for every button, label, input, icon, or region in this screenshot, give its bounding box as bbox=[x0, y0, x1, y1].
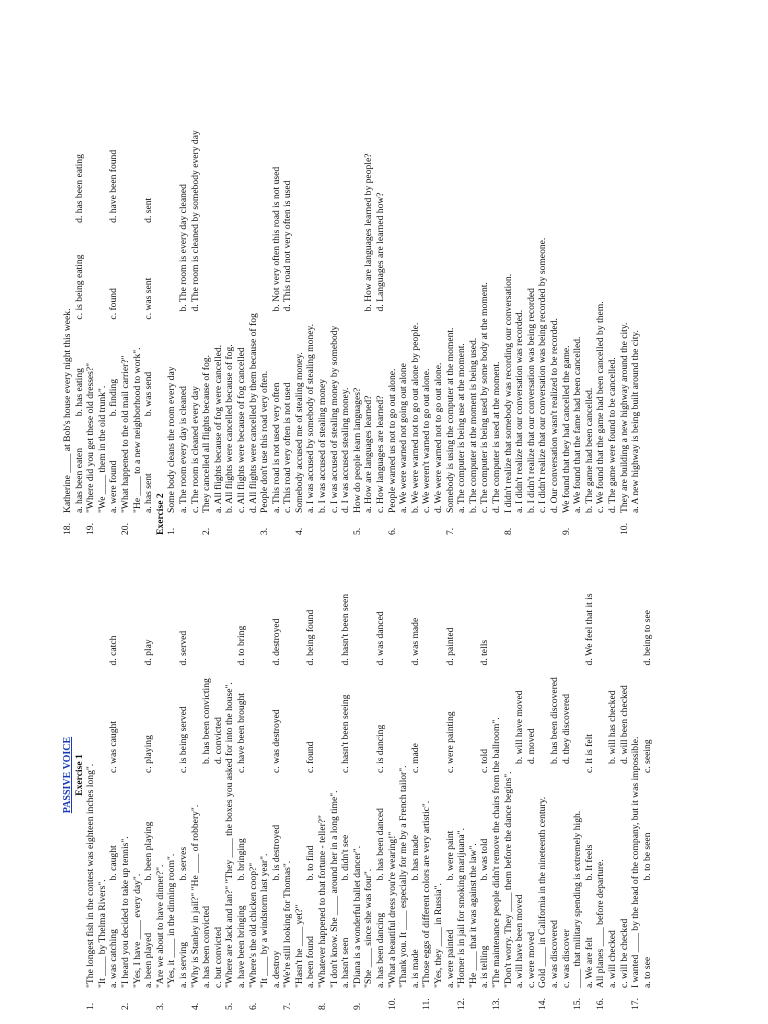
question-text: "Those eggs of different colors are very artistic". bbox=[421, 800, 433, 988]
question-number: 5. bbox=[224, 1002, 236, 1010]
question-text: How do people learn languages? bbox=[351, 387, 363, 513]
question-number: 9. bbox=[560, 527, 572, 535]
answer-options bbox=[642, 540, 654, 988]
answer-options bbox=[143, 540, 155, 988]
answer-option: a. The computer is being use at the moment. bbox=[456, 343, 468, 513]
question-text: They cancelled all flights because of fog. bbox=[201, 355, 213, 513]
answer-option: d. catch bbox=[108, 635, 120, 666]
answer-option: d. The room is cleaned by somebody every day bbox=[189, 130, 201, 312]
answer-option: d. I was accused stealing money. bbox=[340, 387, 352, 513]
question-item bbox=[190, 540, 225, 1010]
answer-option: d. We feel that it is bbox=[583, 593, 595, 666]
answer-option: b. been playing bbox=[143, 821, 155, 881]
answer-option: a. We were warned not going out alone bbox=[398, 363, 410, 513]
answer-option: d. have been found bbox=[108, 149, 120, 223]
answer-options bbox=[607, 540, 630, 988]
question-text: "Where's the old chicken coop?" bbox=[247, 862, 259, 988]
answer-option: b. is destroyed bbox=[270, 824, 282, 881]
exercise-2-list bbox=[166, 110, 641, 535]
question-text: People don't use this road very often. bbox=[259, 370, 271, 513]
answer-options bbox=[271, 540, 283, 988]
answer-options bbox=[630, 110, 642, 513]
answer-option: b. didn't see bbox=[340, 834, 352, 881]
answer-option: c. were painting bbox=[444, 711, 456, 773]
answer-options bbox=[398, 110, 444, 513]
answer-option: d. was danced bbox=[375, 611, 387, 666]
answer-option: c. was sent bbox=[143, 277, 155, 320]
answer-option: c. I was accused of stealing money by somebody bbox=[328, 325, 340, 513]
answer-option: d. being to see bbox=[641, 610, 653, 666]
answer-option: a. will have been moved bbox=[514, 894, 526, 988]
question-number: 2. bbox=[201, 527, 213, 535]
answer-option: a. We found that the fame had been cancelled. bbox=[572, 336, 584, 513]
question-item bbox=[595, 540, 630, 1010]
answer-option: c. was discover bbox=[560, 929, 572, 988]
question-number: 5. bbox=[351, 527, 363, 535]
answer-option: b. has made bbox=[409, 834, 421, 881]
question-number: 2. bbox=[119, 1002, 131, 1010]
answer-option: b. will have moved bbox=[514, 690, 526, 764]
answer-option: b. has been danced bbox=[375, 808, 387, 881]
question-item bbox=[456, 540, 491, 1010]
answer-option: a. How are languages learned? bbox=[363, 395, 375, 513]
answer-options bbox=[213, 110, 259, 513]
answer-options bbox=[340, 540, 352, 988]
answer-option: a. have been bringing bbox=[235, 905, 247, 988]
question-text: "Yes, they ____ in Russia". bbox=[433, 883, 444, 988]
answer-option: d. being found bbox=[305, 609, 317, 666]
question-item bbox=[572, 540, 595, 1010]
question-number: 10. bbox=[618, 523, 630, 535]
question-number: 19. bbox=[85, 523, 97, 535]
question-text: "It ____ by a windstorm last year". bbox=[259, 853, 271, 988]
question-item bbox=[445, 110, 503, 535]
question-item bbox=[62, 110, 85, 535]
question-text: People warned us not to go out alone. bbox=[386, 368, 398, 513]
answer-options bbox=[456, 110, 502, 513]
answer-options bbox=[108, 540, 120, 988]
answer-option: b. will has checked bbox=[606, 690, 618, 764]
question-text: "The maintenance people didn't remove the chairs from the ballroom". bbox=[490, 717, 502, 988]
answer-options bbox=[445, 540, 457, 988]
page-title: PASSIVE VOICE bbox=[62, 736, 73, 814]
question-item bbox=[85, 540, 120, 1010]
question-text: They are building a new highway around the city. bbox=[618, 322, 630, 513]
question-number: 8. bbox=[317, 1002, 329, 1010]
answer-option: a. is made bbox=[409, 949, 421, 988]
question-item bbox=[630, 540, 653, 1010]
answer-option: a. A new highway is being built around the city. bbox=[630, 330, 642, 513]
answer-option: b. has eating bbox=[73, 368, 85, 417]
answer-option: d. has been eating bbox=[73, 154, 85, 223]
question-item bbox=[387, 540, 422, 1010]
answer-option: b. bringing bbox=[235, 838, 247, 881]
question-number: 18. bbox=[62, 523, 73, 535]
answer-option: d. painted bbox=[444, 627, 456, 666]
question-item bbox=[421, 540, 456, 1010]
question-text: I wanted ____ by the head of the company, but it was impossible. bbox=[630, 736, 642, 988]
question-text: ____ that military spending is extremely high. bbox=[572, 810, 584, 988]
answer-option: b. I was accused of stealing money bbox=[317, 378, 329, 513]
answer-option: d. tells bbox=[479, 639, 491, 666]
answer-option: d. to bring bbox=[235, 625, 247, 666]
question-number: 1. bbox=[166, 527, 178, 535]
question-text: Some body cleans the room every day bbox=[166, 366, 178, 513]
answer-option: a. destroy bbox=[270, 950, 282, 988]
question-item bbox=[259, 110, 294, 535]
answer-option: c. It is felt bbox=[583, 734, 595, 773]
question-item bbox=[537, 540, 572, 1010]
question-text: "What a beautiful dress you're wearing!" bbox=[386, 831, 398, 988]
answer-option: c. The computer is being used by some body at the moment. bbox=[479, 282, 491, 513]
answer-option: c. We weren't warned to go out alone. bbox=[421, 368, 433, 513]
question-number: 4. bbox=[189, 1002, 201, 1010]
rotated-page bbox=[62, 110, 752, 1010]
question-text: "We ____ them in the old trunk". bbox=[96, 385, 108, 513]
question-text: Somebody is using the computer at the moment. bbox=[444, 327, 456, 513]
question-text: "Where did you get these old dresses?" bbox=[85, 362, 97, 513]
answer-option: c. We found that the game had been cancelled by them. bbox=[595, 301, 607, 513]
answer-option: b. I didn't realize that our conversation was being recorded bbox=[525, 288, 537, 513]
answer-options bbox=[305, 110, 351, 513]
question-item bbox=[294, 110, 352, 535]
answer-options bbox=[584, 540, 596, 988]
answer-option: d. will been checked bbox=[618, 685, 630, 764]
question-text: "Where are Jack and Ian?" "They ____ the boxes you asked for into the house". bbox=[224, 682, 236, 988]
answer-option: b. were paint bbox=[444, 830, 456, 881]
answer-option: a. has sent bbox=[143, 473, 155, 513]
question-text: "She ____ since she was four". bbox=[363, 868, 375, 988]
answer-option: d. they discovered bbox=[560, 693, 572, 764]
question-item bbox=[120, 540, 155, 1010]
question-number: 20. bbox=[119, 523, 131, 535]
answer-option: d. The computer is used at the moment. bbox=[490, 361, 502, 513]
question-number: 15. bbox=[572, 998, 584, 1010]
answer-option: d. All flights were cancelled by them because of fog bbox=[247, 313, 259, 513]
answer-option: c. hasn't been seeing bbox=[340, 694, 352, 773]
question-item bbox=[166, 110, 201, 535]
answer-option: b. was send bbox=[143, 371, 155, 417]
answer-option: d. sent bbox=[143, 197, 155, 223]
answer-option: a. has been eaten bbox=[73, 448, 85, 513]
question-number: 6. bbox=[386, 527, 398, 535]
question-text: "Yes, I have ____ every day". bbox=[131, 873, 143, 988]
question-number: 11. bbox=[421, 998, 433, 1010]
question-text: "Don't worry. They ____ them before the dance begins". bbox=[502, 771, 514, 988]
question-text: "Whatever happened to that fortune - teller?" bbox=[317, 815, 329, 988]
answer-option: c. The room is cleaned every day bbox=[189, 386, 201, 513]
answer-options bbox=[514, 110, 560, 513]
question-item bbox=[619, 110, 642, 535]
question-text: "I heard you decided to take up tennis". bbox=[119, 836, 131, 988]
question-text: Somebody accused me of stealing money. bbox=[293, 352, 305, 513]
answer-option: d. We were warned not to go out alone. bbox=[433, 362, 444, 513]
question-text: "Diana is a wonderful ballet dancer". bbox=[351, 845, 363, 988]
answer-option: b. We were warned not to go out alone by people. bbox=[409, 322, 421, 513]
answer-option: b. has been discovered bbox=[548, 677, 560, 764]
answer-option: d. moved bbox=[525, 728, 537, 764]
question-text: "Are we about to have dinner?". bbox=[154, 864, 166, 988]
answer-option: d. served bbox=[177, 630, 189, 666]
answer-option: b. The room is every day cleaned bbox=[177, 184, 189, 312]
question-text: "He ____ to a new neighborhood to work". bbox=[131, 347, 143, 513]
answer-option: c. was destroyed bbox=[270, 709, 282, 773]
question-item bbox=[282, 540, 317, 1010]
question-text: "I don't know. She ____ around her in a long time". bbox=[328, 790, 340, 988]
answer-option: c. How languages are learned? bbox=[375, 395, 387, 513]
answer-option: c. found bbox=[305, 741, 317, 773]
answer-option: b. caught bbox=[108, 845, 120, 881]
answer-option: c. but convicted bbox=[212, 926, 224, 988]
answer-option: a. were painted bbox=[444, 929, 456, 988]
answer-option: a. The room every day is cleaned bbox=[177, 386, 189, 513]
answer-option: d. The game were found to be cancelled. bbox=[606, 357, 618, 513]
question-item bbox=[248, 540, 283, 1010]
answer-option: c. have been brought bbox=[235, 693, 247, 773]
question-number: 10. bbox=[386, 998, 398, 1010]
exercise-1-list bbox=[85, 540, 653, 1010]
answer-option: a. is serving bbox=[177, 941, 189, 988]
answer-option: d. Our conversation wasn't realized to be recorded. bbox=[548, 318, 560, 513]
answer-option: a. will checked bbox=[606, 930, 618, 988]
answer-option: c. playing bbox=[143, 735, 155, 773]
answer-option: b. It feels bbox=[583, 844, 595, 881]
answer-option: d. destroyed bbox=[270, 618, 282, 666]
question-item bbox=[491, 540, 537, 1010]
question-item bbox=[224, 540, 247, 1010]
question-text: All planes ____ before departure. bbox=[595, 859, 607, 988]
question-text: "Hasn't he ____ yet?" bbox=[293, 904, 305, 988]
question-text: We found that they had cancelled the game. bbox=[560, 345, 572, 513]
answer-options bbox=[479, 540, 491, 988]
answer-option: a. This road is not used very often bbox=[270, 382, 282, 513]
answer-options bbox=[143, 110, 155, 513]
question-number: 1. bbox=[85, 1002, 97, 1010]
answer-option: b. was told bbox=[479, 838, 491, 881]
question-number: 6. bbox=[247, 1002, 259, 1010]
answer-option: c. is being served bbox=[177, 706, 189, 773]
answer-option: d. was made bbox=[409, 617, 421, 666]
answer-option: a. I was accused by somebody of stealing money. bbox=[305, 323, 317, 513]
question-item bbox=[503, 110, 561, 535]
answer-option: b. finding bbox=[108, 378, 120, 417]
left-column bbox=[62, 540, 752, 1010]
answer-option: b. to find bbox=[305, 845, 317, 881]
answer-option: c. seeing bbox=[641, 739, 653, 773]
question-text: Katherine ____ at Bob's house every night this week. bbox=[62, 308, 73, 513]
answer-options bbox=[514, 540, 537, 988]
question-item bbox=[85, 110, 120, 535]
question-text: "What happened to the old mail carrier?" bbox=[119, 355, 131, 513]
question-text: "The longest fish in the contest was eighteen inches long". bbox=[85, 763, 97, 988]
question-text: "It ____ by Thelma Rivers". bbox=[96, 879, 108, 988]
answer-options bbox=[108, 110, 120, 513]
question-item bbox=[561, 110, 619, 535]
answer-option: d. hasn't been seen bbox=[340, 593, 352, 666]
question-text: "We're still looking for Thomas". bbox=[282, 860, 294, 988]
answer-option: a. All flights because of fog were cancelled. bbox=[212, 344, 224, 513]
question-item bbox=[201, 110, 259, 535]
answer-option: b. has been convicting bbox=[201, 678, 213, 764]
question-item bbox=[352, 110, 387, 535]
answer-option: a. We are felt bbox=[583, 937, 595, 988]
answer-option: b. All flights were cancelled because of fog. bbox=[224, 344, 236, 513]
answer-option: a. was discovered bbox=[548, 920, 560, 988]
answer-options bbox=[178, 540, 190, 988]
question-text: "He ____ that it was against the law". bbox=[467, 843, 479, 988]
answer-option: a. were found bbox=[108, 460, 120, 513]
answer-option: a. hasn't seen bbox=[340, 937, 352, 988]
answer-option: d. Languages are learned how? bbox=[375, 192, 387, 312]
answer-options bbox=[74, 110, 86, 513]
answer-options bbox=[572, 110, 618, 513]
answer-option: b. to be seen bbox=[641, 832, 653, 881]
question-text: I didn't realize that somebody was recording our conversation. bbox=[502, 273, 514, 513]
question-text: "Thank you. It ____ especially for me by a French tailor". bbox=[398, 765, 410, 988]
answer-option: c. found bbox=[108, 288, 120, 320]
question-number: 3. bbox=[259, 527, 271, 535]
answer-option: a. is telling bbox=[479, 945, 491, 988]
question-text: "Homer is in jail for smoking marijuana". bbox=[456, 828, 468, 988]
answer-option: a. has been dancing bbox=[375, 912, 387, 988]
answer-option: d. This road not very often is used bbox=[282, 180, 294, 312]
question-number: 8. bbox=[502, 527, 514, 535]
answer-option: c. will be checked bbox=[618, 918, 630, 988]
question-number: 14. bbox=[537, 998, 549, 1010]
answer-options bbox=[178, 110, 201, 513]
answer-options bbox=[363, 110, 386, 513]
answer-option: b. The game had been cancelled. bbox=[583, 387, 595, 513]
answer-option: d. convicted bbox=[212, 717, 224, 764]
question-number: 12. bbox=[456, 998, 468, 1010]
answer-options bbox=[375, 540, 387, 988]
answer-options bbox=[549, 540, 572, 988]
right-column bbox=[62, 110, 752, 535]
question-number: 9. bbox=[351, 1002, 363, 1010]
question-number: 7. bbox=[444, 527, 456, 535]
answer-options bbox=[236, 540, 248, 988]
exercise-1-continued-list bbox=[62, 110, 155, 535]
question-text: "Yes, it ____ in the dinning room". bbox=[166, 853, 178, 988]
answer-option: d. play bbox=[143, 639, 155, 666]
question-number: 7. bbox=[282, 1002, 294, 1010]
answer-options bbox=[410, 540, 422, 988]
answer-option: b. How are languages learned by people? bbox=[363, 153, 375, 312]
answer-options bbox=[305, 540, 317, 988]
exercise-2-heading: Exercise 2 bbox=[154, 493, 166, 535]
answer-option: c. I didn't realize that our conversation was being recorded by someone. bbox=[537, 237, 549, 513]
answer-option: a. I didn't realize that our conversation was recorded. bbox=[514, 309, 526, 513]
question-number: 13. bbox=[490, 998, 502, 1010]
answer-option: c. This road very often is not used bbox=[282, 382, 294, 513]
answer-options bbox=[201, 540, 224, 988]
answer-option: c. made bbox=[409, 743, 421, 773]
question-item bbox=[317, 540, 352, 1010]
answer-option: c. is being eating bbox=[73, 254, 85, 320]
answer-option: b. serves bbox=[177, 846, 189, 881]
answer-option: c. is dancing bbox=[375, 724, 387, 773]
question-number: 16. bbox=[595, 998, 607, 1010]
answer-option: b. Not very often this road is not used bbox=[270, 166, 282, 312]
answer-option: c. were moved bbox=[525, 931, 537, 988]
question-number: 17. bbox=[630, 998, 642, 1010]
answer-option: a. been played bbox=[143, 932, 155, 988]
exercise-1-heading: Exercise 1 bbox=[73, 754, 85, 796]
answer-option: a. been found bbox=[305, 936, 317, 988]
answer-option: a. was catching bbox=[108, 929, 120, 988]
question-item bbox=[387, 110, 445, 535]
answer-option: a. to see bbox=[641, 956, 653, 988]
answer-option: c. All flights were because of fog cancelled bbox=[235, 347, 247, 513]
question-text: Gold ____ in California in the nineteenth century. bbox=[537, 796, 549, 988]
answer-option: a. has been convicted bbox=[201, 905, 213, 988]
question-number: 4. bbox=[293, 527, 305, 535]
question-item bbox=[120, 110, 155, 535]
answer-option: c. told bbox=[479, 748, 491, 773]
question-text: "Why is Stanley in jail?" "He ____ of robbery". bbox=[189, 804, 201, 988]
answer-options bbox=[271, 110, 294, 513]
answer-option: c. was caught bbox=[108, 721, 120, 773]
question-number: 3. bbox=[154, 1002, 166, 1010]
question-item bbox=[155, 540, 190, 1010]
answer-option: b. The computer at the moment is being used. bbox=[467, 337, 479, 513]
question-item bbox=[352, 540, 387, 1010]
